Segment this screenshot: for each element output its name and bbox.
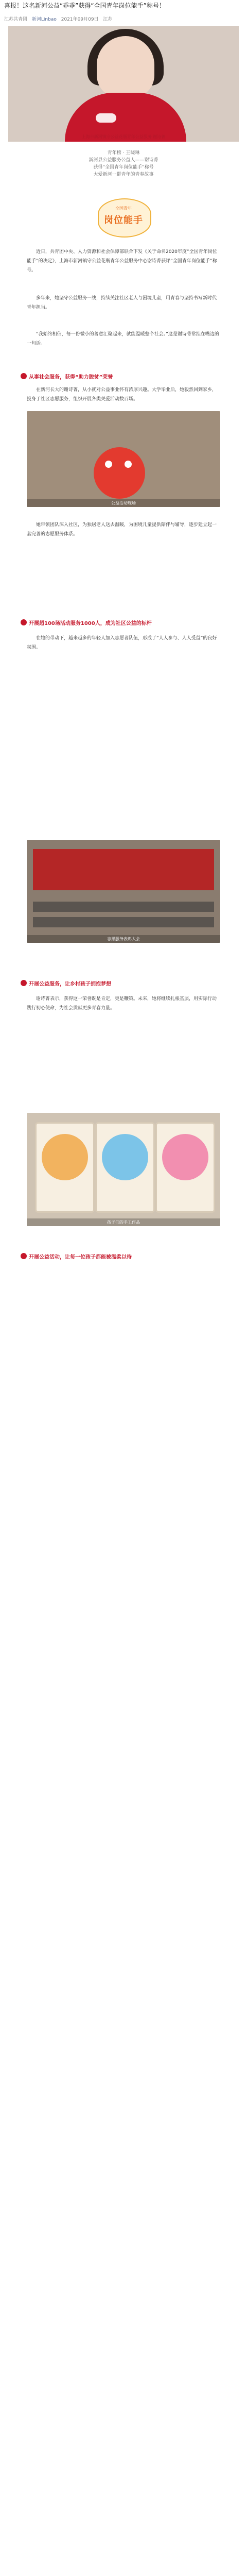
craft-card	[35, 1122, 95, 1213]
craft-card	[155, 1122, 215, 1213]
mascot-eye	[105, 461, 112, 468]
meta-date: 2021年09月09日	[61, 17, 99, 22]
photo-activity	[27, 411, 220, 507]
hero-face	[97, 36, 154, 98]
intro-line: 获得“全国青年岗位能手”称号	[93, 165, 154, 170]
intro-line: 大爱新河一群青年的青春故事	[93, 172, 154, 177]
intro-line: 青年榜 · 王晓琳	[107, 150, 140, 156]
section-bullet-icon	[21, 373, 27, 379]
paragraph-3: “我始终相信，每一份微小的善意汇聚起来，就能温暖整个社会。”这是谢诗菁常挂在嘴边的一句话。	[27, 332, 219, 346]
section-bullet-icon	[21, 619, 27, 625]
red-mascot	[94, 447, 145, 499]
meta-location: 江苏	[103, 17, 113, 22]
award-badge-top: 全国青年	[115, 206, 132, 211]
meta-account-link[interactable]: 新河Linbao	[31, 17, 57, 22]
section-bullet-icon	[21, 980, 27, 986]
paragraph-4: 在新河长大的谢诗菁，从小就对公益事业怀有浓厚兴趣。大学毕业后，她毅然回到家乡，投身于社区志愿服务，组织开展各类关爱活动数百场。	[27, 387, 217, 402]
paragraph-7: 谢诗菁表示，获得这一荣誉既是肯定，更是鞭策。未来，她将继续扎根基层，用实际行动践行初心使命，为社会贡献更多青春力量。	[27, 996, 217, 1011]
paragraph-6: 在她的带动下，越来越多的年轻人加入志愿者队伍，形成了“人人参与、人人受益”的良好氛围。	[27, 636, 217, 650]
hero-image	[8, 26, 239, 142]
photo-crafts	[27, 1113, 220, 1226]
photo-caption: 志愿服务表彰大会	[27, 935, 220, 943]
paragraph-1: 近日，共青团中央、人力资源和社会保障部联合下发《关于命名2020年度“全国青年岗位能手”的决定》，上海市新河镇守公益花瓶青年公益服务中心谢诗菁获评“全国青年岗位能手”称号。	[27, 249, 217, 273]
intro-block	[0, 149, 247, 178]
section-title-3: 开展公益服务，让乡村孩子拥抱梦想	[21, 979, 237, 988]
craft-card	[95, 1122, 155, 1213]
photo-ceremony	[27, 840, 220, 943]
paragraph-2: 多年来，她坚守公益服务一线，持续关注社区老人与困境儿童，用青春与坚持书写新时代青年担当。	[27, 296, 217, 310]
section-title-2: 开展超100场活动服务1000人，成为社区公益的标杆	[21, 618, 237, 628]
hero-badge	[96, 113, 116, 123]
mascot-eye	[125, 461, 132, 468]
photo-caption: 公益活动现场	[27, 499, 220, 507]
paragraph-5: 她带领团队深入社区，为独居老人送去温暖，为困境儿童提供陪伴与辅导，逐步建立起一套完善的志愿服务体系。	[27, 522, 217, 537]
meta-source: 江苏共青团	[4, 17, 28, 22]
audience-row	[33, 917, 214, 927]
article-meta	[4, 15, 115, 22]
section-title-1: 从事社会服务，获得“助力脱贫”荣誉	[21, 372, 237, 381]
stage-banner	[33, 849, 214, 890]
section-bullet-icon	[21, 1253, 27, 1259]
audience-row	[33, 902, 214, 912]
award-badge-main: 岗位能手	[104, 215, 143, 226]
article-header	[0, 0, 247, 22]
photo-caption: 孩子们的手工作品	[27, 1218, 220, 1226]
section-title-4: 开展公益活动，让每一位孩子都能被温柔以待	[21, 1252, 237, 1261]
award-badge	[98, 198, 149, 235]
intro-line: 新河县公益服务公益人——谢诗菁	[89, 158, 158, 163]
article-title: 喜报！这名新河公益“乖乖”获得“全国青年岗位能手”称号！	[4, 2, 165, 9]
hero-caption: 上海市新河镇守公益花瓶青年公益服务 谢诗菁	[81, 134, 166, 139]
